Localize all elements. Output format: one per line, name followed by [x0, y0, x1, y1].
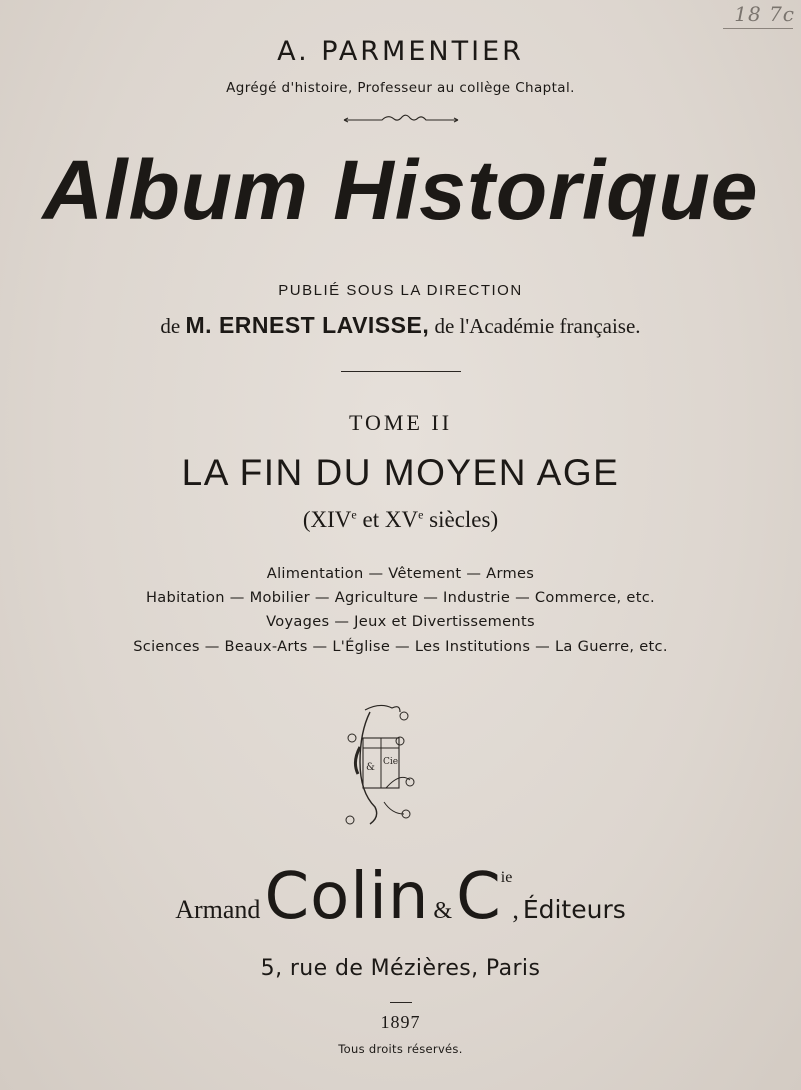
publisher-name: Colin — [264, 860, 430, 934]
direction-line: PUBLIÉ SOUS LA DIRECTION — [278, 282, 523, 299]
centuries-sup-1: e — [351, 507, 357, 522]
rights-notice: Tous droits réservés. — [338, 1042, 463, 1056]
publisher-first-name: Armand — [175, 895, 261, 924]
main-title: Album Historique — [42, 143, 759, 237]
publisher-ampersand: & — [433, 898, 453, 924]
centuries-close: siècles) — [423, 507, 499, 532]
horizontal-rule — [341, 371, 461, 372]
editor-line — [0, 312, 801, 339]
tome-number: TOME II — [348, 410, 453, 435]
monogram-left-glyph: & — [366, 762, 375, 773]
small-rule — [390, 1002, 412, 1003]
corner-underline — [723, 28, 793, 29]
centuries-sup-2: e — [418, 507, 424, 522]
publication-year: 1897 — [380, 1012, 421, 1032]
editor-name: M. ERNEST LAVISSE, — [185, 312, 430, 338]
monogram-right-glyph: Cie — [383, 757, 399, 767]
author-title: Agrégé d'histoire, Professeur au collège Chaptal. — [226, 80, 575, 96]
volume-title: LA FIN DU MOYEN AGE — [181, 452, 620, 493]
topics-line-1: Alimentation — Vêtement — Armes — [266, 565, 535, 582]
centuries-line — [0, 507, 801, 533]
publisher-c: C — [456, 860, 501, 934]
publisher-role: Éditeurs — [522, 895, 626, 924]
author-name: A. PARMENTIER — [277, 36, 524, 67]
publisher-line — [0, 860, 801, 950]
centuries-open: (XIV — [302, 507, 352, 532]
topics-line-3: Voyages — Jeux et Divertissements — [266, 613, 535, 630]
centuries-mid: et XV — [356, 507, 419, 532]
ornament-divider-icon — [342, 112, 460, 126]
editor-suffix: de l'Académie française. — [434, 314, 641, 338]
editor-prefix: de — [160, 314, 181, 338]
publisher-address: 5, rue de Mézières, Paris — [260, 956, 541, 981]
topics-line-4: Sciences — Beaux-Arts — L'Église — Les Institutions — La Guerre, etc. — [133, 638, 668, 655]
publisher-ie: ie — [500, 869, 513, 886]
publisher-monogram-icon — [340, 702, 422, 832]
topics-line-2: Habitation — Mobilier — Agriculture — Industrie — Commerce, etc. — [145, 589, 655, 606]
corner-shelf-mark: 18 7c — [734, 2, 795, 26]
publisher-comma: , — [512, 895, 519, 924]
